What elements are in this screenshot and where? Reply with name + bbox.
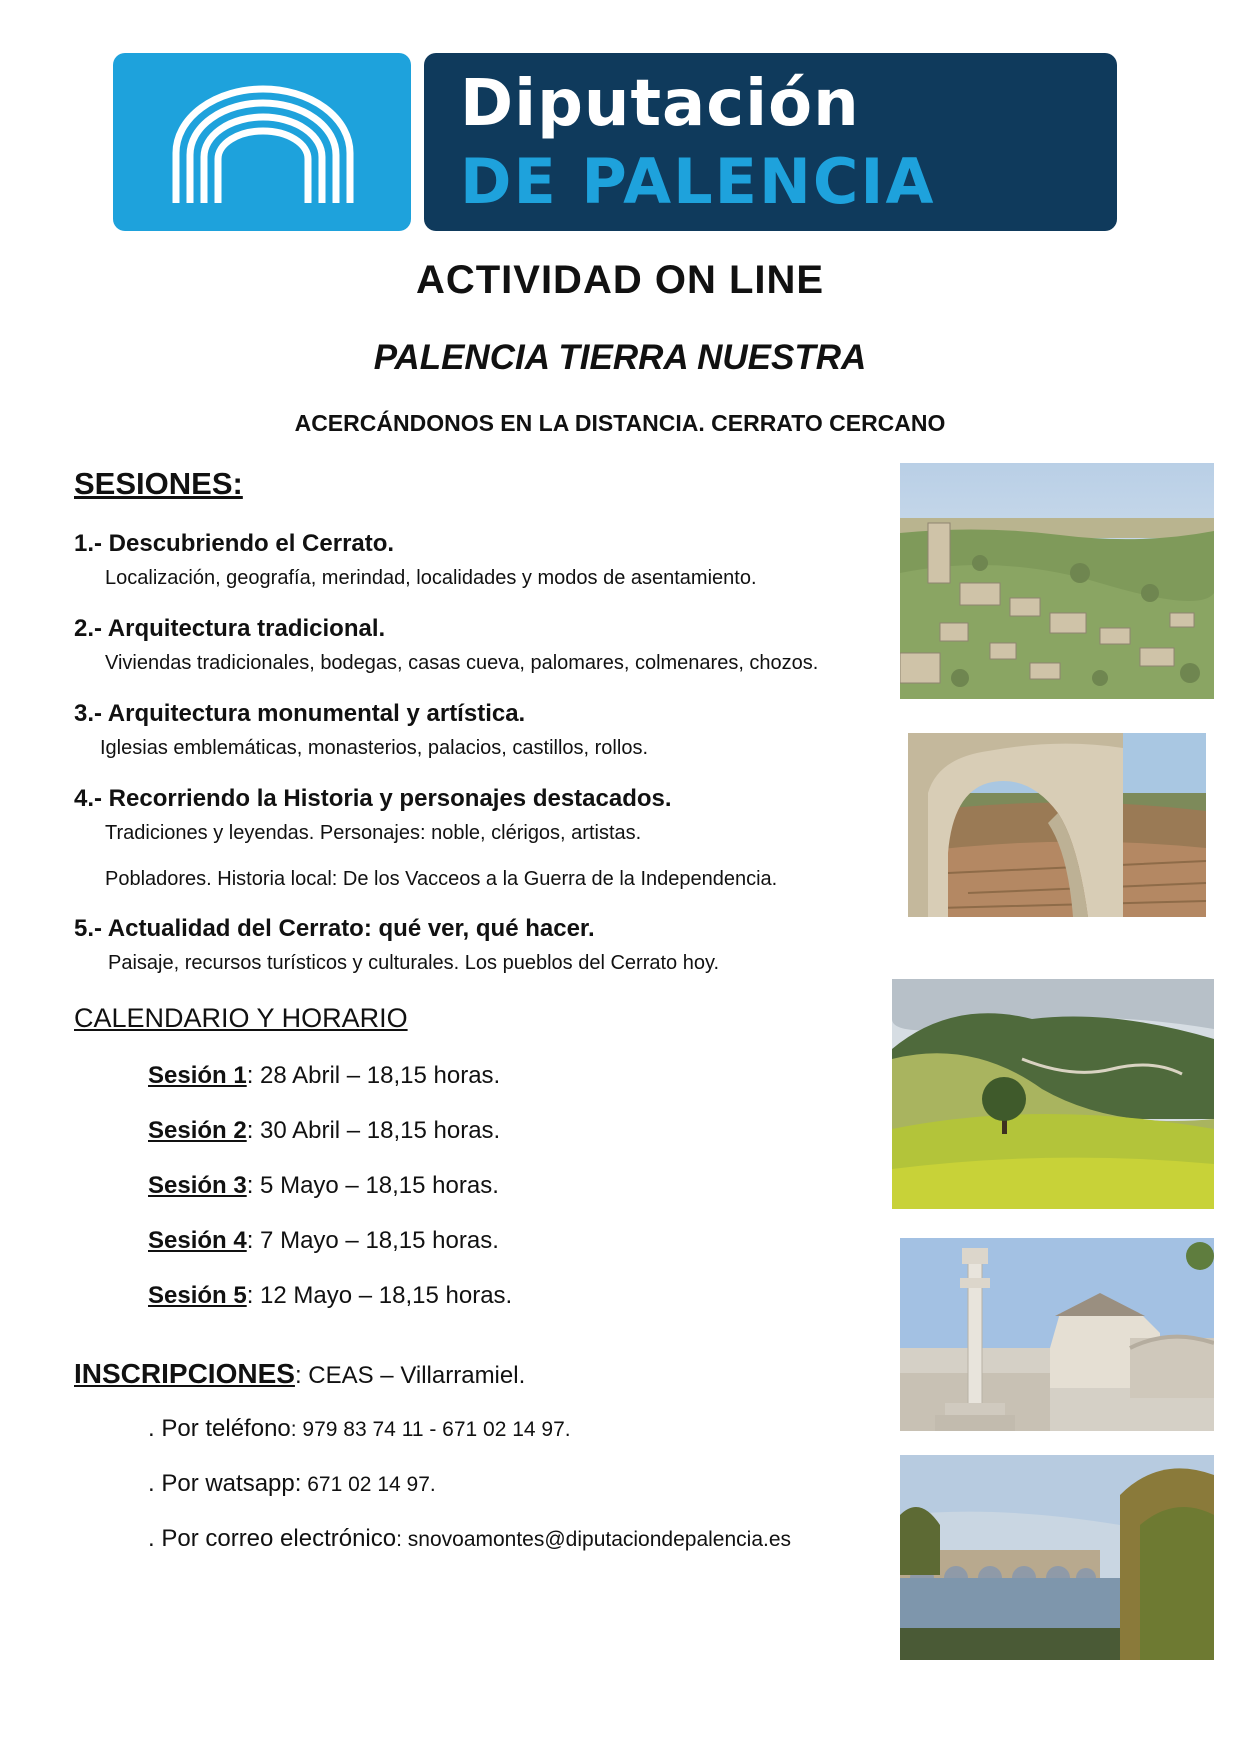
session-description: Tradiciones y leyendas. Personajes: noble, clérigos, artistas. [105, 822, 642, 844]
page-tagline: ACERCÁNDONOS EN LA DISTANCIA. CERRATO CERCANO [294, 410, 946, 436]
arch-icon [168, 83, 358, 203]
session-title: 5.- Actualidad del Cerrato: qué ver, qué hacer. [74, 915, 595, 942]
calendar-row [148, 1117, 500, 1145]
phone-numbers[interactable]: : 979 83 74 11 - 671 02 14 97. [290, 1418, 571, 1441]
phone-label: . Por teléfono [148, 1415, 291, 1442]
river-bridge-photo [900, 1455, 1214, 1660]
session-title: 3.- Arquitectura monumental y artística. [74, 700, 526, 727]
logo-emblem [113, 53, 411, 231]
registration-place: : CEAS – Villarramiel. [294, 1362, 526, 1389]
calendar-row [148, 1227, 499, 1255]
session-description: Localización, geografía, merindad, localidades y modos de asentamiento. [105, 567, 757, 589]
page-title: ACTIVIDAD ON LINE [415, 258, 825, 302]
calendar-heading: CALENDARIO Y HORARIO [74, 1003, 408, 1033]
calendar-session-label: Sesión 2 [148, 1117, 247, 1144]
session-title: 1.- Descubriendo el Cerrato. [74, 530, 395, 557]
registration-heading [74, 1358, 525, 1390]
calendar-session-label: Sesión 3 [148, 1172, 247, 1199]
session-description: Viviendas tradicionales, bodegas, casas cueva, palomares, colmenares, chozos. [105, 652, 819, 674]
logo-line1: Diputación [460, 67, 860, 141]
calendar-session-label: Sesión 4 [148, 1227, 247, 1254]
email-label: . Por correo electrónico [148, 1525, 397, 1552]
sessions-heading: SESIONES: [74, 466, 243, 501]
calendar-session-label: Sesión 1 [148, 1062, 247, 1089]
calendar-row [148, 1282, 512, 1310]
session-description: Iglesias emblemáticas, monasterios, palacios, castillos, rollos. [100, 737, 648, 759]
calendar-session-date: : 30 Abril – 18,15 horas. [246, 1117, 501, 1144]
email-address[interactable]: : snovoamontes@diputaciondepalencia.es [396, 1528, 792, 1551]
logo-wordmark [424, 53, 1117, 231]
session-description: Pobladores. Historia local: De los Vacceos a la Guerra de la Independencia. [105, 868, 778, 890]
calendar-row [148, 1172, 499, 1200]
valley-tree-photo [892, 979, 1214, 1209]
registration-email [148, 1525, 791, 1553]
registration-phone [148, 1415, 571, 1443]
logo-line2: DE PALENCIA [460, 145, 936, 218]
cerrato-village-photo [900, 463, 1214, 699]
whatsapp-label: . Por watsapp: [148, 1470, 302, 1497]
session-title: 4.- Recorriendo la Historia y personajes destacados. [74, 785, 672, 812]
page-subtitle: PALENCIA TIERRA NUESTRA [373, 338, 867, 377]
calendar-row [148, 1062, 500, 1090]
calendar-session-date: : 12 Mayo – 18,15 horas. [246, 1282, 513, 1309]
stone-arch-landscape-photo [908, 733, 1206, 917]
session-title: 2.- Arquitectura tradicional. [74, 615, 386, 642]
calendar-session-label: Sesión 5 [148, 1282, 247, 1309]
calendar-session-date: : 28 Abril – 18,15 horas. [246, 1062, 501, 1089]
session-description: Paisaje, recursos turísticos y culturales. Los pueblos del Cerrato hoy. [108, 952, 720, 974]
whatsapp-number[interactable]: 671 02 14 97. [301, 1473, 436, 1496]
stone-column-village-photo [900, 1238, 1214, 1431]
calendar-session-date: : 7 Mayo – 18,15 horas. [246, 1227, 499, 1254]
calendar-session-date: : 5 Mayo – 18,15 horas. [246, 1172, 499, 1199]
registration-label: INSCRIPCIONES [74, 1358, 295, 1389]
registration-whatsapp [148, 1470, 436, 1498]
